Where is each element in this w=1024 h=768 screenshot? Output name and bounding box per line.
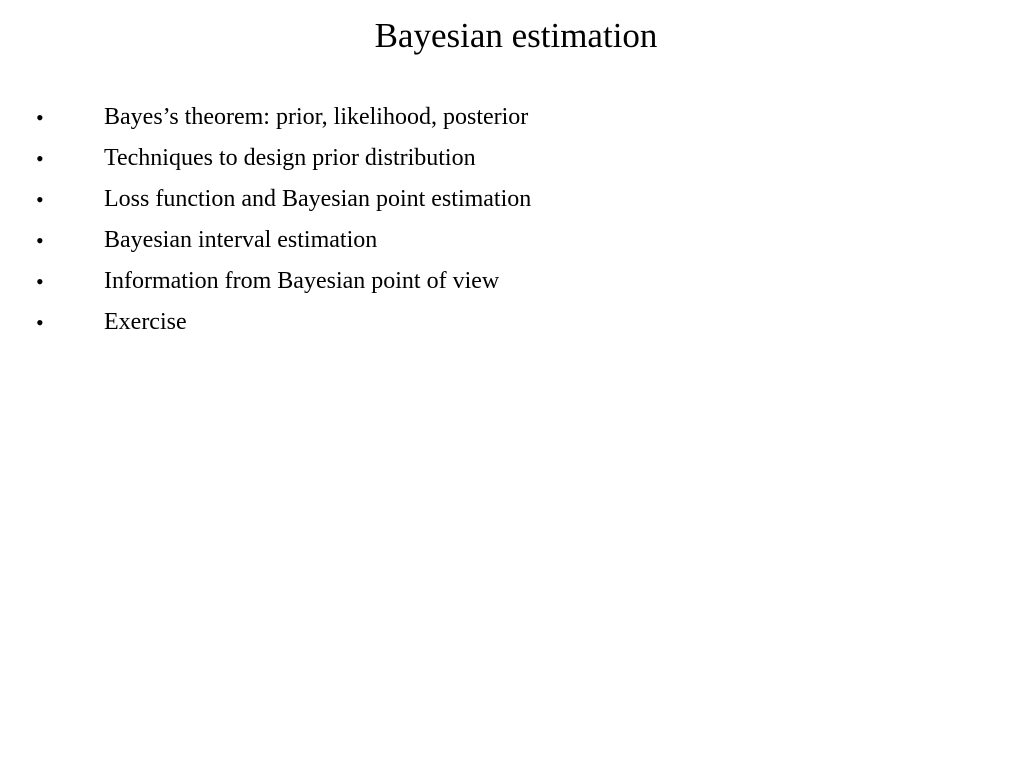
bullet-text: Bayes’s theorem: prior, likelihood, posterior bbox=[104, 104, 529, 130]
bullet-text: Techniques to design prior distribution bbox=[104, 145, 476, 171]
slide-title: Bayesian estimation bbox=[374, 16, 658, 55]
bullet-text: Loss function and Bayesian point estimation bbox=[104, 186, 532, 212]
bullet-marker: • bbox=[36, 310, 44, 335]
bullet-marker: • bbox=[36, 105, 44, 130]
bullet-marker: • bbox=[36, 228, 44, 253]
bullet-text: Exercise bbox=[104, 309, 187, 335]
bullet-marker: • bbox=[36, 187, 44, 212]
bullet-text: Information from Bayesian point of view bbox=[104, 268, 500, 294]
bullet-marker: • bbox=[36, 146, 44, 171]
bullet-marker: • bbox=[36, 269, 44, 294]
bullet-text: Bayesian interval estimation bbox=[104, 227, 378, 253]
